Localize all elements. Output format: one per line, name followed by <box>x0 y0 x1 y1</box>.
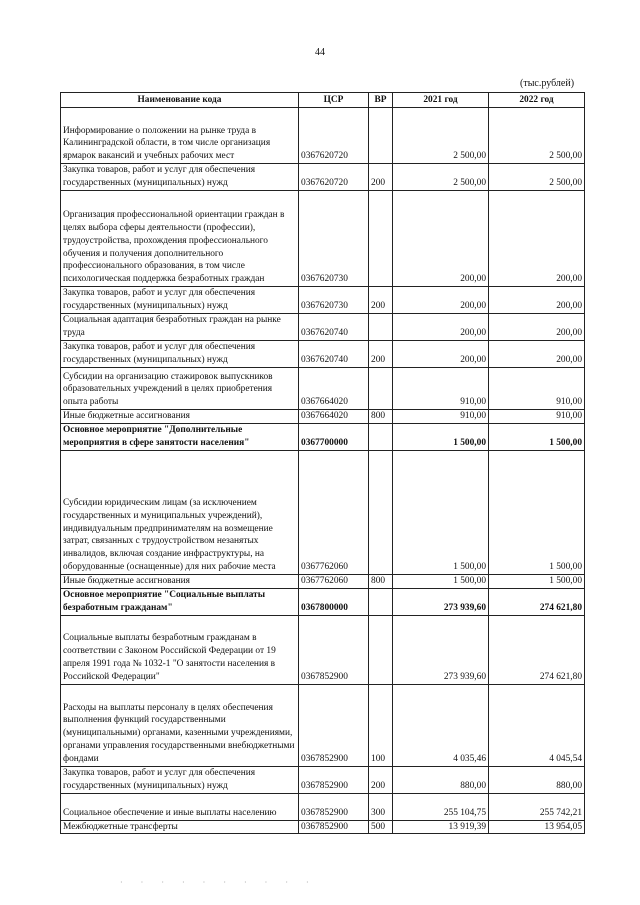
row-csr: 0367800000 <box>299 588 369 615</box>
row-vr <box>369 450 393 574</box>
row-name: Закупка товаров, работ и услуг для обеспечения государственных (муниципальных) нужд <box>61 766 299 793</box>
row-name: Социальные выплаты безработным гражданам в соответствии с Законом Российской Федерации от 19 апреля 1991 года № 1032-1 "О занятости населения в Российской Федерации" <box>61 615 299 684</box>
row-2022: 880,00 <box>489 766 585 793</box>
row-vr <box>369 588 393 615</box>
row-2021: 200,00 <box>393 191 489 287</box>
row-csr: 0367664020 <box>299 368 369 410</box>
row-2022: 200,00 <box>489 341 585 368</box>
row-name: Закупка товаров, работ и услуг для обеспечения государственных (муниципальных) нужд <box>61 164 299 191</box>
table-row <box>61 574 585 588</box>
scan-artifacts: · · · · · · · · · · <box>120 878 317 887</box>
row-2021: 200,00 <box>393 314 489 341</box>
row-csr: 0367620720 <box>299 108 369 164</box>
table-row <box>61 450 585 574</box>
table-row <box>61 766 585 793</box>
row-name: Межбюджетные трансферты <box>61 820 299 834</box>
row-2022: 910,00 <box>489 368 585 410</box>
row-2021: 1 500,00 <box>393 574 489 588</box>
row-2021: 1 500,00 <box>393 423 489 450</box>
row-vr <box>369 191 393 287</box>
row-2021: 273 939,60 <box>393 588 489 615</box>
row-2021: 1 500,00 <box>393 450 489 574</box>
row-2022: 910,00 <box>489 410 585 424</box>
row-csr: 0367664020 <box>299 410 369 424</box>
row-csr: 0367852900 <box>299 820 369 834</box>
row-csr: 0367852900 <box>299 766 369 793</box>
row-csr: 0367620720 <box>299 164 369 191</box>
table-row <box>61 341 585 368</box>
row-2022: 2 500,00 <box>489 108 585 164</box>
row-2022: 13 954,05 <box>489 820 585 834</box>
row-name: Основное мероприятие "Дополнительные мероприятия в сфере занятости населения" <box>61 423 299 450</box>
row-csr: 0367852900 <box>299 684 369 766</box>
table-row <box>61 423 585 450</box>
header-2022: 2022 год <box>489 93 585 108</box>
row-2021: 4 035,46 <box>393 684 489 766</box>
row-csr: 0367852900 <box>299 615 369 684</box>
row-vr: 200 <box>369 164 393 191</box>
row-name: Основное мероприятие "Социальные выплаты безработным гражданам" <box>61 588 299 615</box>
table-row <box>61 410 585 424</box>
row-name: Организация профессиональной ориентации граждан в целях выбора сферы деятельности (профессии), трудоустройства, прохождения профессионального обучения и получения дополнительного профессионального образования, в том числе психологическая поддержка безработных граждан <box>61 191 299 287</box>
table-row <box>61 108 585 164</box>
table-row <box>61 615 585 684</box>
row-2022: 1 500,00 <box>489 574 585 588</box>
row-vr: 800 <box>369 410 393 424</box>
row-vr <box>369 615 393 684</box>
table-row <box>61 164 585 191</box>
row-2022: 200,00 <box>489 314 585 341</box>
row-2021: 13 919,39 <box>393 820 489 834</box>
row-2021: 200,00 <box>393 341 489 368</box>
row-name: Иные бюджетные ассигнования <box>61 410 299 424</box>
row-name: Субсидии юридическим лицам (за исключением государственных и муниципальных учреждений), индивидуальным предпринимателям на возмещение затрат, связанных с трудоустройством незанятых инвалидов, включая создание инфраструктуры, на оборудованные (оснащенные) для них рабочие места <box>61 450 299 574</box>
row-vr: 100 <box>369 684 393 766</box>
row-csr: 0367762060 <box>299 574 369 588</box>
row-csr: 0367762060 <box>299 450 369 574</box>
row-2022: 4 045,54 <box>489 684 585 766</box>
table-header-row <box>61 93 585 108</box>
table-row <box>61 191 585 287</box>
row-2021: 273 939,60 <box>393 615 489 684</box>
row-name: Закупка товаров, работ и услуг для обеспечения государственных (муниципальных) нужд <box>61 287 299 314</box>
row-vr: 500 <box>369 820 393 834</box>
row-csr: 0367620740 <box>299 314 369 341</box>
row-2021: 910,00 <box>393 410 489 424</box>
table-row <box>61 368 585 410</box>
row-csr: 0367620740 <box>299 341 369 368</box>
row-2021: 2 500,00 <box>393 164 489 191</box>
row-name: Расходы на выплаты персоналу в целях обеспечения выполнения функций государственными (муниципальными) органами, казенными учреждениями, органами управления государственными внебюджетными фондами <box>61 684 299 766</box>
table-row <box>61 314 585 341</box>
row-vr <box>369 368 393 410</box>
row-2022: 1 500,00 <box>489 450 585 574</box>
table-row <box>61 287 585 314</box>
row-2022: 255 742,21 <box>489 793 585 820</box>
budget-table <box>60 92 585 834</box>
row-name: Закупка товаров, работ и услуг для обеспечения государственных (муниципальных) нужд <box>61 341 299 368</box>
table-row <box>61 793 585 820</box>
row-vr <box>369 314 393 341</box>
header-csr: ЦСР <box>299 93 369 108</box>
row-csr: 0367620730 <box>299 287 369 314</box>
header-name: Наименование кода <box>61 93 299 108</box>
row-2021: 880,00 <box>393 766 489 793</box>
row-2021: 200,00 <box>393 287 489 314</box>
row-vr: 200 <box>369 766 393 793</box>
row-2022: 200,00 <box>489 287 585 314</box>
row-vr: 200 <box>369 341 393 368</box>
units-label: (тыс.рублей) <box>520 78 575 89</box>
page-number: 44 <box>315 47 325 58</box>
row-csr: 0367620730 <box>299 191 369 287</box>
row-vr: 300 <box>369 793 393 820</box>
row-name: Субсидии на организацию стажировок выпускников образовательных учреждений в целях приобретения опыта работы <box>61 368 299 410</box>
row-2021: 255 104,75 <box>393 793 489 820</box>
table-row <box>61 588 585 615</box>
row-vr <box>369 108 393 164</box>
table-row <box>61 684 585 766</box>
row-vr: 800 <box>369 574 393 588</box>
row-csr: 0367700000 <box>299 423 369 450</box>
row-2022: 2 500,00 <box>489 164 585 191</box>
row-vr: 200 <box>369 287 393 314</box>
header-vr: ВР <box>369 93 393 108</box>
table-row <box>61 820 585 834</box>
row-name: Социальное обеспечение и иные выплаты населению <box>61 793 299 820</box>
row-2022: 1 500,00 <box>489 423 585 450</box>
row-2022: 274 621,80 <box>489 588 585 615</box>
row-2022: 200,00 <box>489 191 585 287</box>
row-2021: 2 500,00 <box>393 108 489 164</box>
header-2021: 2021 год <box>393 93 489 108</box>
row-name: Иные бюджетные ассигнования <box>61 574 299 588</box>
row-csr: 0367852900 <box>299 793 369 820</box>
row-2022: 274 621,80 <box>489 615 585 684</box>
row-name: Социальная адаптация безработных граждан на рынке труда <box>61 314 299 341</box>
row-vr <box>369 423 393 450</box>
row-2021: 910,00 <box>393 368 489 410</box>
row-name: Информирование о положении на рынке труда в Калининградской области, в том числе организация ярмарок вакансий и учебных рабочих мест <box>61 108 299 164</box>
